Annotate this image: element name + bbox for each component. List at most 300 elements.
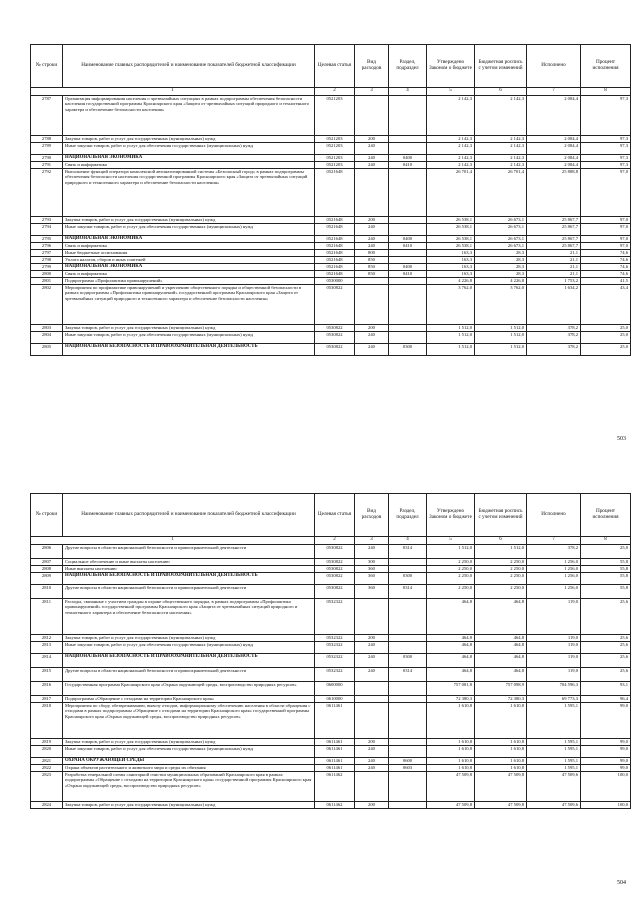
row-name: Подпрограмма «Обращение с отходами на территории Красноярского края» bbox=[63, 696, 315, 703]
row-number: 2791 bbox=[31, 162, 63, 169]
expense-type: 240 bbox=[355, 143, 389, 155]
column-number-row bbox=[31, 537, 631, 545]
executed-amount: 2 084,4 bbox=[527, 96, 581, 136]
table-row bbox=[31, 758, 631, 765]
row-number: 2819 bbox=[31, 739, 63, 746]
executed-amount: 1 753,2 bbox=[527, 278, 581, 285]
row-number: 2800 bbox=[31, 271, 63, 278]
expense-type: 240 bbox=[355, 344, 389, 356]
row-name: Иные выплаты населению bbox=[63, 566, 315, 573]
budget-list-amount: 2 142,3 bbox=[475, 96, 527, 136]
execution-percent: 97,3 bbox=[581, 162, 631, 169]
executed-amount: 378,2 bbox=[527, 332, 581, 344]
row-number: 2788 bbox=[31, 136, 63, 143]
row-number: 2806 bbox=[31, 545, 63, 559]
budget-list-amount: 2 142,3 bbox=[475, 136, 527, 143]
expense-type: 240 bbox=[355, 654, 389, 668]
target-article: 0530822 bbox=[315, 545, 355, 559]
execution-percent: 97,3 bbox=[581, 155, 631, 162]
target-article: 0521648 bbox=[315, 264, 355, 271]
col-number: 2 bbox=[315, 88, 355, 96]
execution-percent: 93,1 bbox=[581, 682, 631, 696]
table-row bbox=[31, 136, 631, 143]
target-article: 0530822 bbox=[315, 566, 355, 573]
executed-amount: 119,0 bbox=[527, 635, 581, 642]
table-row bbox=[31, 654, 631, 668]
approved-amount: 2 142,3 bbox=[427, 136, 475, 143]
budget-list-amount: 1 512,0 bbox=[475, 344, 527, 356]
section bbox=[389, 739, 427, 746]
budget-list-amount: 1 610,8 bbox=[475, 703, 527, 739]
approved-amount: 1 610,8 bbox=[427, 739, 475, 746]
executed-amount: 1 595,1 bbox=[527, 765, 581, 772]
target-article: 0521648 bbox=[315, 236, 355, 243]
execution-percent: 100,0 bbox=[581, 772, 631, 802]
approved-amount: 163,3 bbox=[427, 264, 475, 271]
execution-percent: 99,0 bbox=[581, 739, 631, 746]
row-name: Другие вопросы в области национальной безопасности и правоохранительной деятельности bbox=[63, 545, 315, 559]
executed-amount: 378,2 bbox=[527, 545, 581, 559]
execution-percent: 97,3 bbox=[581, 96, 631, 136]
target-article: 0530822 bbox=[315, 285, 355, 325]
budget-list-amount: 2 142,3 bbox=[475, 162, 527, 169]
budget-list-amount: 1 610,8 bbox=[475, 758, 527, 765]
expense-type: 200 bbox=[355, 739, 389, 746]
section: 0314 bbox=[389, 668, 427, 682]
budget-table-page-1 bbox=[30, 44, 631, 356]
executed-amount: 704 596,3 bbox=[527, 682, 581, 696]
table-row bbox=[31, 155, 631, 162]
approved-amount: 2 250,0 bbox=[427, 573, 475, 585]
row-number: 2814 bbox=[31, 654, 63, 668]
approved-amount: 464,8 bbox=[427, 668, 475, 682]
executed-amount: 2 084,4 bbox=[527, 143, 581, 155]
row-name: Связь и информатика bbox=[63, 162, 315, 169]
section bbox=[389, 250, 427, 257]
section bbox=[389, 599, 427, 635]
section bbox=[389, 325, 427, 332]
expense-type: 360 bbox=[355, 573, 389, 585]
executed-amount: 378,2 bbox=[527, 344, 581, 356]
budget-list-amount: 1 512,0 bbox=[475, 325, 527, 332]
row-name: Мероприятия по профилактике правонарушений и укреплению общественного порядка и общественной безопасности в рамках подпрограммы «Профилактика правонарушений» государственной программы Красноярского края «Защита от чрезвычайных ситуаций природного и техногенного характера и обеспечение безопасности населения» bbox=[63, 285, 315, 325]
col-header-percent: Процент исполнения bbox=[581, 45, 631, 88]
section bbox=[389, 217, 427, 224]
budget-list-amount: 464,8 bbox=[475, 668, 527, 682]
row-name: Закупка товаров, работ и услуг для государственных (муниципальных) нужд bbox=[63, 739, 315, 746]
target-article: 0611462 bbox=[315, 802, 355, 809]
execution-percent: 55,8 bbox=[581, 559, 631, 566]
executed-amount: 119,0 bbox=[527, 642, 581, 654]
row-name: Иные закупки товаров, работ и услуг для обеспечения государственных (муниципальных) нужд bbox=[63, 332, 315, 344]
col-header-section: Раздел, подраздел bbox=[389, 45, 427, 88]
col-number: 5 bbox=[427, 88, 475, 96]
section: 0600 bbox=[389, 758, 427, 765]
budget-list-amount: 26 701,4 bbox=[475, 169, 527, 217]
table-row bbox=[31, 224, 631, 236]
execution-percent: 96,4 bbox=[581, 696, 631, 703]
target-article: 0521203 bbox=[315, 162, 355, 169]
expense-type: 360 bbox=[355, 566, 389, 573]
expense-type: 240 bbox=[355, 765, 389, 772]
execution-percent: 55,8 bbox=[581, 585, 631, 599]
approved-amount: 1 610,8 bbox=[427, 758, 475, 765]
execution-percent: 97,3 bbox=[581, 143, 631, 155]
section bbox=[389, 96, 427, 136]
section bbox=[389, 143, 427, 155]
executed-amount: 119,0 bbox=[527, 599, 581, 635]
target-article: 0611461 bbox=[315, 765, 355, 772]
section: 0603 bbox=[389, 765, 427, 772]
execution-percent: 97,0 bbox=[581, 217, 631, 224]
row-name: Другие вопросы в области национальной безопасности и правоохранительной деятельности bbox=[63, 585, 315, 599]
table-row bbox=[31, 566, 631, 573]
col-header-percent: Процент исполнения bbox=[581, 494, 631, 537]
approved-amount: 1 512,0 bbox=[427, 332, 475, 344]
execution-percent: 97,0 bbox=[581, 243, 631, 250]
row-name: Закупка товаров, работ и услуг для государственных (муниципальных) нужд bbox=[63, 136, 315, 143]
table-row bbox=[31, 257, 631, 264]
execution-percent: 97,0 bbox=[581, 169, 631, 217]
section bbox=[389, 682, 427, 696]
executed-amount: 2 084,4 bbox=[527, 136, 581, 143]
table-row bbox=[31, 278, 631, 285]
executed-amount: 25 867,7 bbox=[527, 224, 581, 236]
approved-amount: 47 509,8 bbox=[427, 802, 475, 809]
expense-type bbox=[355, 696, 389, 703]
expense-type bbox=[355, 96, 389, 136]
table-row bbox=[31, 772, 631, 802]
execution-percent: 25,6 bbox=[581, 635, 631, 642]
section bbox=[389, 285, 427, 325]
col-number: 3 bbox=[355, 88, 389, 96]
table-row bbox=[31, 250, 631, 257]
target-article: 0521648 bbox=[315, 217, 355, 224]
execution-percent: 25,0 bbox=[581, 332, 631, 344]
col-number: 7 bbox=[527, 88, 581, 96]
table-row bbox=[31, 668, 631, 682]
section: 0410 bbox=[389, 243, 427, 250]
row-number: 2816 bbox=[31, 682, 63, 696]
budget-list-amount: 3 762,0 bbox=[475, 285, 527, 325]
table-row bbox=[31, 635, 631, 642]
col-number: 7 bbox=[527, 537, 581, 545]
row-number: 2799 bbox=[31, 264, 63, 271]
budget-list-amount: 26 673,1 bbox=[475, 217, 527, 224]
expense-type: 200 bbox=[355, 325, 389, 332]
section: 0300 bbox=[389, 344, 427, 356]
target-article: 0530000 bbox=[315, 278, 355, 285]
row-number: 2810 bbox=[31, 585, 63, 599]
executed-amount: 119,0 bbox=[527, 654, 581, 668]
approved-amount: 757 081,8 bbox=[427, 682, 475, 696]
row-number: 2787 bbox=[31, 96, 63, 136]
execution-percent: 25,0 bbox=[581, 325, 631, 332]
section: 0400 bbox=[389, 155, 427, 162]
row-name: Государственная программа Красноярского края «Охрана окружающей среды, воспроизводство природных ресурсов» bbox=[63, 682, 315, 696]
executed-amount: 2 084,4 bbox=[527, 162, 581, 169]
approved-amount: 2 142,3 bbox=[427, 96, 475, 136]
execution-percent: 99,0 bbox=[581, 703, 631, 739]
row-number: 2813 bbox=[31, 642, 63, 654]
execution-percent: 97,0 bbox=[581, 224, 631, 236]
row-number: 2822 bbox=[31, 765, 63, 772]
expense-type: 300 bbox=[355, 559, 389, 566]
budget-list-amount: 1 610,8 bbox=[475, 746, 527, 758]
budget-list-amount: 1 512,0 bbox=[475, 332, 527, 344]
col-header-target-article: Целевая статья bbox=[315, 494, 355, 537]
target-article: 0611461 bbox=[315, 739, 355, 746]
execution-percent: 74,6 bbox=[581, 257, 631, 264]
row-number: 2792 bbox=[31, 169, 63, 217]
expense-type: 200 bbox=[355, 217, 389, 224]
expense-type: 240 bbox=[355, 668, 389, 682]
row-name: Закупка товаров, работ и услуг для государственных (муниципальных) нужд bbox=[63, 635, 315, 642]
expense-type: 800 bbox=[355, 250, 389, 257]
budget-list-amount: 464,8 bbox=[475, 599, 527, 635]
table-row bbox=[31, 162, 631, 169]
section bbox=[389, 802, 427, 809]
budget-list-amount: 26 673,1 bbox=[475, 224, 527, 236]
budget-list-amount: 2 250,0 bbox=[475, 559, 527, 566]
col-number: 6 bbox=[475, 88, 527, 96]
table-row bbox=[31, 573, 631, 585]
section bbox=[389, 278, 427, 285]
row-number: 2789 bbox=[31, 143, 63, 155]
approved-amount: 2 142,3 bbox=[427, 155, 475, 162]
expense-type: 240 bbox=[355, 224, 389, 236]
section: 0400 bbox=[389, 264, 427, 271]
expense-type: 200 bbox=[355, 635, 389, 642]
row-number: 2818 bbox=[31, 703, 63, 739]
table-row bbox=[31, 746, 631, 758]
row-number: 2798 bbox=[31, 257, 63, 264]
row-number: 2804 bbox=[31, 332, 63, 344]
table-header bbox=[31, 45, 631, 96]
budget-list-amount: 26 673,1 bbox=[475, 243, 527, 250]
col-header-budget-list: Бюджетная роспись с учетом изменений bbox=[475, 494, 527, 537]
table-row bbox=[31, 332, 631, 344]
row-number: 2797 bbox=[31, 250, 63, 257]
table-row bbox=[31, 642, 631, 654]
page-number: 503 bbox=[617, 436, 626, 442]
approved-amount: 1 512,0 bbox=[427, 545, 475, 559]
approved-amount: 3 762,0 bbox=[427, 285, 475, 325]
approved-amount: 2 142,3 bbox=[427, 143, 475, 155]
expense-type: 200 bbox=[355, 136, 389, 143]
approved-amount: 163,3 bbox=[427, 250, 475, 257]
execution-percent: 99,0 bbox=[581, 765, 631, 772]
executed-amount: 378,2 bbox=[527, 325, 581, 332]
executed-amount: 69 773,3 bbox=[527, 696, 581, 703]
col-header-name: Наименование главных распорядителей и наименование показателей бюджетной классификации bbox=[63, 45, 315, 88]
budget-list-amount: 464,8 bbox=[475, 642, 527, 654]
budget-list-amount: 1 512,0 bbox=[475, 545, 527, 559]
expense-type: 850 bbox=[355, 271, 389, 278]
table-row bbox=[31, 169, 631, 217]
row-number: 2795 bbox=[31, 236, 63, 243]
budget-table-page-2 bbox=[30, 493, 631, 809]
section: 0410 bbox=[389, 271, 427, 278]
column-number-row bbox=[31, 88, 631, 96]
table-row bbox=[31, 236, 631, 243]
row-number: 2821 bbox=[31, 758, 63, 765]
approved-amount: 1 610,8 bbox=[427, 765, 475, 772]
executed-amount: 1 256,0 bbox=[527, 585, 581, 599]
execution-percent: 25,6 bbox=[581, 642, 631, 654]
col-header-section: Раздел, подраздел bbox=[389, 494, 427, 537]
target-article: 0521648 bbox=[315, 257, 355, 264]
section bbox=[389, 703, 427, 739]
row-name: Связь и информатика bbox=[63, 243, 315, 250]
table-row bbox=[31, 217, 631, 224]
approved-amount: 1 512,0 bbox=[427, 344, 475, 356]
section: 0410 bbox=[389, 162, 427, 169]
expense-type: 240 bbox=[355, 332, 389, 344]
target-article: 0530822 bbox=[315, 344, 355, 356]
section bbox=[389, 169, 427, 217]
approved-amount: 26 538,1 bbox=[427, 243, 475, 250]
col-header-row-number: № строки bbox=[31, 45, 63, 88]
expense-type: 240 bbox=[355, 545, 389, 559]
target-article: 0600000 bbox=[315, 682, 355, 696]
row-number: 2803 bbox=[31, 325, 63, 332]
row-name: Расходы, связанные с участием граждан в охране общественного порядка, в рамках подпрограммы «Профилактика правонарушений» государственной программы Красноярского края «Защита от чрезвычайных ситуаций природного и техногенного характера и обеспечение безопасности населения» bbox=[63, 599, 315, 635]
target-article: 0521203 bbox=[315, 96, 355, 136]
approved-amount: 1 512,0 bbox=[427, 325, 475, 332]
target-article: 0521648 bbox=[315, 271, 355, 278]
col-header-row-number: № строки bbox=[31, 494, 63, 537]
approved-amount: 2 142,3 bbox=[427, 162, 475, 169]
expense-type: 240 bbox=[355, 746, 389, 758]
executed-amount: 1 595,1 bbox=[527, 739, 581, 746]
page-number: 504 bbox=[617, 880, 626, 886]
target-article: 0530822 bbox=[315, 325, 355, 332]
col-number: 4 bbox=[389, 537, 427, 545]
target-article: 0530822 bbox=[315, 573, 355, 585]
row-name: НАЦИОНАЛЬНАЯ ЭКОНОМИКА bbox=[63, 155, 315, 162]
budget-list-amount: 757 098,9 bbox=[475, 682, 527, 696]
row-number: 2796 bbox=[31, 243, 63, 250]
row-number: 2820 bbox=[31, 746, 63, 758]
section bbox=[389, 772, 427, 802]
row-number: 2801 bbox=[31, 278, 63, 285]
section bbox=[389, 635, 427, 642]
row-name: Подпрограмма «Профилактика правонарушений» bbox=[63, 278, 315, 285]
col-number: 4 bbox=[389, 88, 427, 96]
execution-percent: 25,0 bbox=[581, 545, 631, 559]
approved-amount: 2 250,0 bbox=[427, 585, 475, 599]
executed-amount: 25 867,7 bbox=[527, 236, 581, 243]
execution-percent: 25,6 bbox=[581, 668, 631, 682]
target-article: 0530822 bbox=[315, 559, 355, 566]
row-name: Выполнение функций оператора комплексной автоматизированной системы «Безопасный город» в рамках подпрограммы обеспечения безопасности населения государственной программы Красноярского края «Защита от чрезвычайных ситуаций природного и техногенного характера и обеспечение безопасности населения» bbox=[63, 169, 315, 217]
row-number: 2808 bbox=[31, 566, 63, 573]
approved-amount: 26 538,1 bbox=[427, 217, 475, 224]
col-number: 3 bbox=[355, 537, 389, 545]
table-body bbox=[31, 96, 631, 356]
approved-amount: 464,8 bbox=[427, 635, 475, 642]
row-number: 2809 bbox=[31, 573, 63, 585]
expense-type: 240 bbox=[355, 162, 389, 169]
budget-list-amount: 464,8 bbox=[475, 635, 527, 642]
table-row bbox=[31, 696, 631, 703]
row-number: 2815 bbox=[31, 668, 63, 682]
execution-percent: 100,0 bbox=[581, 802, 631, 809]
col-number: 5 bbox=[427, 537, 475, 545]
expense-type bbox=[355, 278, 389, 285]
budget-list-amount: 72 380,3 bbox=[475, 696, 527, 703]
budget-list-amount: 26 673,1 bbox=[475, 236, 527, 243]
execution-percent: 55,8 bbox=[581, 573, 631, 585]
col-number: 2 bbox=[315, 537, 355, 545]
col-header-expense-type: Вид расходов bbox=[355, 494, 389, 537]
budget-list-amount: 1 610,8 bbox=[475, 739, 527, 746]
row-name: Иные закупки товаров, работ и услуг для обеспечения государственных (муниципальных) нужд bbox=[63, 746, 315, 758]
executed-amount: 21,1 bbox=[527, 250, 581, 257]
executed-amount: 119,0 bbox=[527, 668, 581, 682]
section bbox=[389, 746, 427, 758]
expense-type bbox=[355, 682, 389, 696]
budget-list-amount: 47 509,8 bbox=[475, 772, 527, 802]
table-row bbox=[31, 703, 631, 739]
section bbox=[389, 642, 427, 654]
expense-type: 360 bbox=[355, 585, 389, 599]
section bbox=[389, 559, 427, 566]
approved-amount: 47 509,8 bbox=[427, 772, 475, 802]
budget-list-amount: 1 610,8 bbox=[475, 765, 527, 772]
section bbox=[389, 136, 427, 143]
row-name: Иные закупки товаров, работ и услуг для обеспечения государственных (муниципальных) нужд bbox=[63, 642, 315, 654]
row-name: НАЦИОНАЛЬНАЯ БЕЗОПАСНОСТЬ И ПРАВООХРАНИТЕЛЬНАЯ ДЕЯТЕЛЬНОСТЬ bbox=[63, 573, 315, 585]
budget-list-amount: 28,3 bbox=[475, 271, 527, 278]
table-row bbox=[31, 599, 631, 635]
row-number: 2793 bbox=[31, 217, 63, 224]
row-number: 2794 bbox=[31, 224, 63, 236]
executed-amount: 1 595,1 bbox=[527, 703, 581, 739]
target-article: 0611462 bbox=[315, 772, 355, 802]
target-article: 0521203 bbox=[315, 155, 355, 162]
expense-type: 200 bbox=[355, 802, 389, 809]
executed-amount: 1 634,2 bbox=[527, 285, 581, 325]
expense-type: 240 bbox=[355, 243, 389, 250]
approved-amount: 72 380,3 bbox=[427, 696, 475, 703]
expense-type: 850 bbox=[355, 257, 389, 264]
section: 0300 bbox=[389, 654, 427, 668]
target-article: 0521648 bbox=[315, 224, 355, 236]
execution-percent: 74,6 bbox=[581, 271, 631, 278]
expense-type: 240 bbox=[355, 642, 389, 654]
executed-amount: 2 084,4 bbox=[527, 155, 581, 162]
target-article: 0611461 bbox=[315, 758, 355, 765]
approved-amount: 2 250,0 bbox=[427, 566, 475, 573]
executed-amount: 21,1 bbox=[527, 264, 581, 271]
expense-type: 240 bbox=[355, 155, 389, 162]
execution-percent: 74,6 bbox=[581, 264, 631, 271]
section bbox=[389, 696, 427, 703]
target-article: 0521648 bbox=[315, 250, 355, 257]
budget-list-amount: 2 142,3 bbox=[475, 155, 527, 162]
section bbox=[389, 332, 427, 344]
row-number: 2824 bbox=[31, 802, 63, 809]
approved-amount: 163,3 bbox=[427, 271, 475, 278]
table-row bbox=[31, 344, 631, 356]
execution-percent: 43,4 bbox=[581, 285, 631, 325]
budget-list-amount: 4 226,8 bbox=[475, 278, 527, 285]
col-header-target-article: Целевая статья bbox=[315, 45, 355, 88]
row-number: 2817 bbox=[31, 696, 63, 703]
row-name: Закупка товаров, работ и услуг для государственных (муниципальных) нужд bbox=[63, 802, 315, 809]
